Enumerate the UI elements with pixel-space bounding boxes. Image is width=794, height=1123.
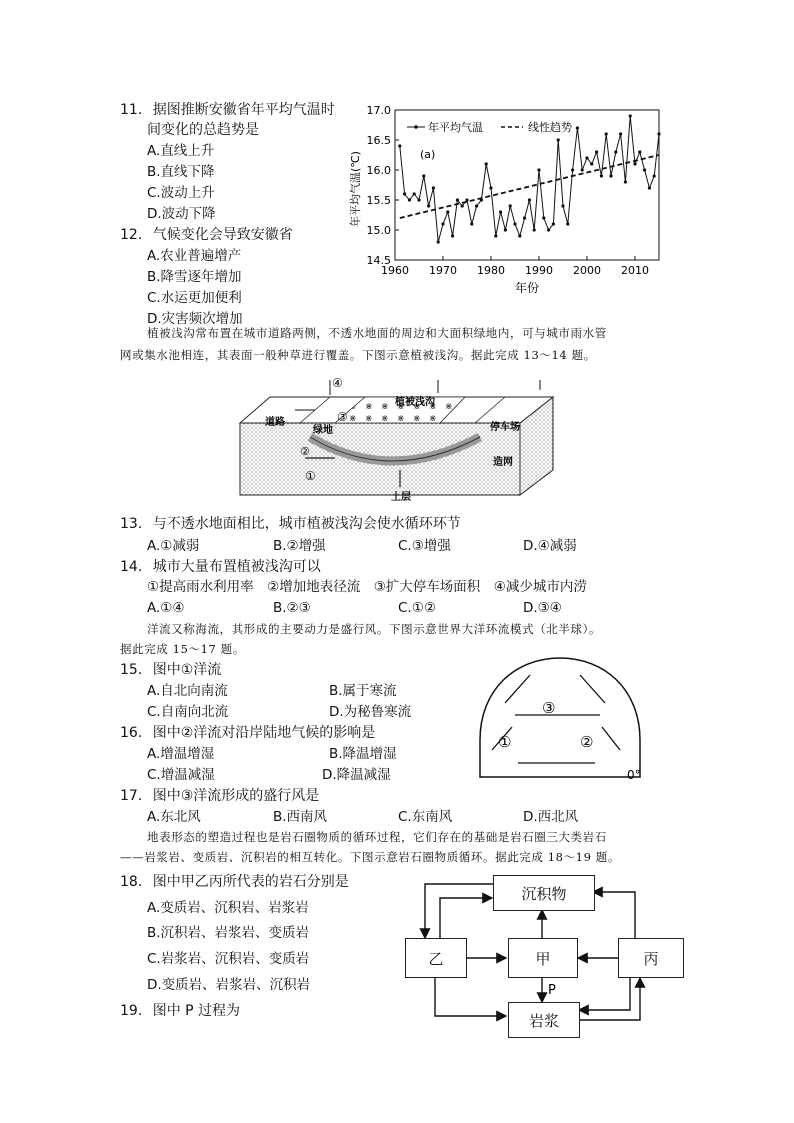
q12-stem [120, 225, 293, 245]
q17-stem-text: 图中③洋流形成的盛行风是 [152, 788, 320, 804]
data-point [509, 204, 512, 207]
process-p-label: P [548, 983, 556, 998]
q11-option-c[interactable]: C.波动上升 [147, 185, 215, 201]
q18-option-d[interactable]: D.变质岩、岩浆岩、沉积岩 [147, 977, 311, 993]
data-point [657, 132, 660, 135]
q16-stem [120, 723, 375, 743]
q19-number: 19. [120, 1003, 143, 1019]
data-point [504, 228, 507, 231]
data-point [470, 222, 473, 225]
q11-option-b[interactable]: B.直线下降 [147, 164, 215, 180]
q11-option-a[interactable]: A.直线上升 [147, 143, 215, 159]
temperature-chart [345, 100, 665, 300]
q17-option-a[interactable]: A.东北风 [147, 809, 201, 825]
y-tick-label: 16.5 [366, 134, 391, 147]
data-point [624, 180, 627, 183]
q14-option-d[interactable]: D.③④ [523, 600, 562, 616]
data-point [571, 168, 574, 171]
arrow-yi-to-magma [435, 978, 506, 1016]
q15-option-d[interactable]: D.为秘鲁寒流 [329, 704, 412, 720]
data-point [461, 204, 464, 207]
data-point [441, 222, 444, 225]
label-greenland: 绿地 [313, 425, 333, 436]
arrow-sediment-to-yi [425, 884, 493, 938]
q15-number: 15. [120, 662, 143, 678]
data-point [595, 150, 598, 153]
q19-stem [120, 1001, 240, 1021]
q14-number: 14. [120, 559, 143, 575]
legend-label-temp: 年平均气温 [428, 121, 483, 134]
data-point [403, 192, 406, 195]
data-point [605, 132, 608, 135]
q13-number: 13. [120, 516, 143, 532]
data-point [494, 234, 497, 237]
x-axis-ticks [381, 256, 649, 277]
q18-stem [120, 872, 349, 892]
q15-option-c[interactable]: C.自南向北流 [147, 704, 229, 720]
q14-option-a[interactable]: A.①④ [147, 600, 185, 616]
q17-stem [120, 786, 319, 806]
panel-label: (a) [420, 148, 436, 161]
q19-stem-text: 图中 P 过程为 [152, 1003, 241, 1019]
data-point [561, 204, 564, 207]
q12-option-b[interactable]: B.降雪逐年增加 [147, 269, 242, 285]
y-axis-label: 年平均气温(℃) [349, 151, 362, 227]
legend-label-trend: 线性趋势 [528, 121, 572, 134]
data-point [528, 198, 531, 201]
q13-option-d[interactable]: D.④减弱 [523, 538, 577, 554]
label-1: ① [305, 469, 316, 483]
q14-stem [120, 557, 321, 577]
data-point [547, 228, 550, 231]
intro-13-line2: 网或集水池相连，其表面一般种草进行覆盖。下图示意植被浅沟。据此完成 13～14 题。 [120, 348, 596, 362]
current-label-1: ① [498, 733, 512, 751]
data-point [417, 198, 420, 201]
data-point [638, 150, 641, 153]
q14-option-c[interactable]: C.①② [398, 600, 436, 616]
q13-option-b[interactable]: B.②增强 [273, 538, 326, 554]
data-point [489, 186, 492, 189]
q14-stem-text: 城市大量布置植被浅沟可以 [152, 559, 321, 575]
node-sediment: 沉积物 [493, 875, 595, 911]
q12-number: 12. [120, 227, 143, 243]
data-point [451, 234, 454, 237]
q12-option-a[interactable]: A.农业普遍增产 [147, 248, 242, 264]
data-point [408, 198, 411, 201]
data-point [456, 198, 459, 201]
intro-15-line1: 洋流又称海流，其形成的主要动力是盛行风。下图示意世界大洋环流模式（北半球）。 [147, 622, 602, 636]
q16-option-b[interactable]: B.降温增湿 [329, 746, 397, 762]
data-point [437, 240, 440, 243]
y-tick-label: 15.5 [366, 194, 391, 207]
q15-stem-text: 图中①洋流 [152, 662, 222, 678]
data-point [518, 234, 521, 237]
q11-option-d[interactable]: D.波动下降 [147, 206, 216, 222]
intro-13-line1: 植被浅沟常布置在城市道路两侧，不透水地面的周边和大面积绿地内，可与城市雨水管 [147, 326, 607, 340]
q15-stem [120, 660, 221, 680]
q14-items: ①提高雨水利用率 ②增加地表径流 ③扩大停车场面积 ④减少城市内涝 [147, 579, 587, 595]
q16-stem-text: 图中②洋流对沿岸陆地气候的影响是 [152, 725, 376, 741]
x-tick-label: 1980 [477, 264, 505, 277]
data-point [585, 156, 588, 159]
y-tick-label: 16.0 [366, 164, 391, 177]
q11-stem [120, 100, 335, 120]
q17-option-d[interactable]: D.西北风 [523, 809, 579, 825]
data-point [398, 144, 401, 147]
node-yi: 乙 [405, 938, 467, 978]
intro-18-line1: 地表形态的塑造过程也是岩石圈物质的循环过程，它们存在的基础是岩石圈三大类岩石 [147, 830, 607, 844]
x-axis-label: 年份 [514, 281, 540, 295]
data-point [643, 168, 646, 171]
q13-stem [120, 514, 461, 534]
data-point [533, 228, 536, 231]
equator-label: 0° [627, 768, 641, 782]
q15-option-a[interactable]: A.自北向南流 [147, 683, 228, 699]
data-point [581, 168, 584, 171]
data-point [432, 186, 435, 189]
x-tick-label: 2000 [573, 264, 601, 277]
data-point [499, 210, 502, 213]
y-axis-ticks [367, 104, 400, 267]
x-tick-label: 2010 [621, 264, 649, 277]
data-point [629, 114, 632, 117]
data-point [557, 138, 560, 141]
data-point [537, 168, 540, 171]
label-2: ② [300, 445, 310, 458]
data-point [552, 222, 555, 225]
intro-18-line2: ——岩浆岩、变质岩、沉积岩的相互转化。下图示意岩石圈物质循环。据此完成 18～19 题。 [120, 850, 620, 864]
arrow-yi-to-sediment [440, 898, 492, 938]
current-line-nw [505, 675, 530, 703]
label-pipe: 造网 [493, 457, 513, 468]
node-magma: 岩浆 [508, 1002, 580, 1038]
data-point [576, 126, 579, 129]
data-point [513, 222, 516, 225]
arrow-bing-to-sediment [593, 892, 635, 938]
data-point [614, 150, 617, 153]
current-line-ne [580, 675, 605, 703]
label-swale: 植被浅沟 [395, 397, 435, 408]
vegetation-swale-diagram [235, 375, 555, 505]
q16-option-a[interactable]: A.增温增湿 [147, 746, 215, 762]
data-point [523, 216, 526, 219]
q13-option-a[interactable]: A.①减弱 [147, 538, 200, 554]
ocean-gyre-diagram [470, 655, 650, 785]
data-point [413, 192, 416, 195]
q13-option-c[interactable]: C.③增强 [398, 538, 451, 554]
q16-option-c[interactable]: C.增温减湿 [147, 767, 215, 783]
node-jia: 甲 [508, 938, 578, 978]
arrow-magma-to-bing [578, 978, 640, 1020]
q18-number: 18. [120, 874, 143, 890]
arrow-bing-to-magma [579, 978, 630, 1010]
q13-stem-text: 与不透水地面相比，城市植被浅沟会使水循环环节 [152, 516, 461, 532]
q18-option-b[interactable]: B.沉积岩、岩浆岩、变质岩 [147, 925, 310, 941]
data-point [590, 162, 593, 165]
data-point [609, 174, 612, 177]
data-point [648, 186, 651, 189]
label-road: 道路 [265, 417, 285, 428]
y-tick-label: 17.0 [366, 104, 391, 117]
x-tick-label: 1970 [429, 264, 457, 277]
label-4: ④ [332, 376, 343, 390]
q18-stem-text: 图中甲乙丙所代表的岩石分别是 [152, 874, 349, 890]
data-point [619, 132, 622, 135]
current-line-2 [602, 727, 620, 750]
data-point [653, 174, 656, 177]
q18-option-a[interactable]: A.变质岩、沉积岩、岩浆岩 [147, 900, 309, 916]
ocean-basin-outline [480, 658, 640, 777]
q17-option-b[interactable]: B.西南风 [273, 809, 328, 825]
q16-number: 16. [120, 725, 143, 741]
data-point [422, 174, 425, 177]
legend-marker-temp [414, 125, 418, 129]
q12-option-d[interactable]: D.灾害频次增加 [147, 311, 243, 327]
q11-number: 11. [120, 102, 143, 118]
q14-option-b[interactable]: B.②③ [273, 600, 311, 616]
label-parking: 停车场 [490, 422, 520, 433]
data-point [633, 162, 636, 165]
y-tick-label: 14.5 [366, 254, 391, 267]
data-point [600, 174, 603, 177]
x-tick-label: 1960 [381, 264, 409, 277]
data-point [475, 204, 478, 207]
data-point [427, 204, 430, 207]
q18-option-c[interactable]: C.岩浆岩、沉积岩、变质岩 [147, 951, 310, 967]
data-point [485, 162, 488, 165]
q17-number: 17. [120, 788, 143, 804]
data-point [446, 210, 449, 213]
q16-option-d[interactable]: D.降温减湿 [322, 767, 391, 783]
q11-stem-line1: 据图推断安徽省年平均气温时 [152, 102, 335, 118]
q11-stem-line2: 间变化的总趋势是 [147, 122, 259, 138]
data-point [542, 216, 545, 219]
q17-option-c[interactable]: C.东南风 [398, 809, 453, 825]
q12-option-c[interactable]: C.水运更加便利 [147, 290, 242, 306]
current-label-2: ② [580, 733, 594, 751]
node-bing: 丙 [618, 938, 684, 978]
rock-cycle-diagram [400, 870, 690, 1040]
x-tick-label: 1990 [525, 264, 553, 277]
current-label-3: ③ [542, 699, 556, 717]
data-point [566, 222, 569, 225]
q12-stem-text: 气候变化会导致安徽省 [152, 227, 293, 243]
series-line-trend [400, 155, 659, 218]
intro-15-line2: 据此完成 15～17 题。 [120, 642, 245, 656]
label-3: ③ [337, 410, 348, 424]
q15-option-b[interactable]: B.属于寒流 [329, 683, 397, 699]
label-soil: 土层 [391, 492, 411, 503]
y-tick-label: 15.0 [366, 224, 391, 237]
